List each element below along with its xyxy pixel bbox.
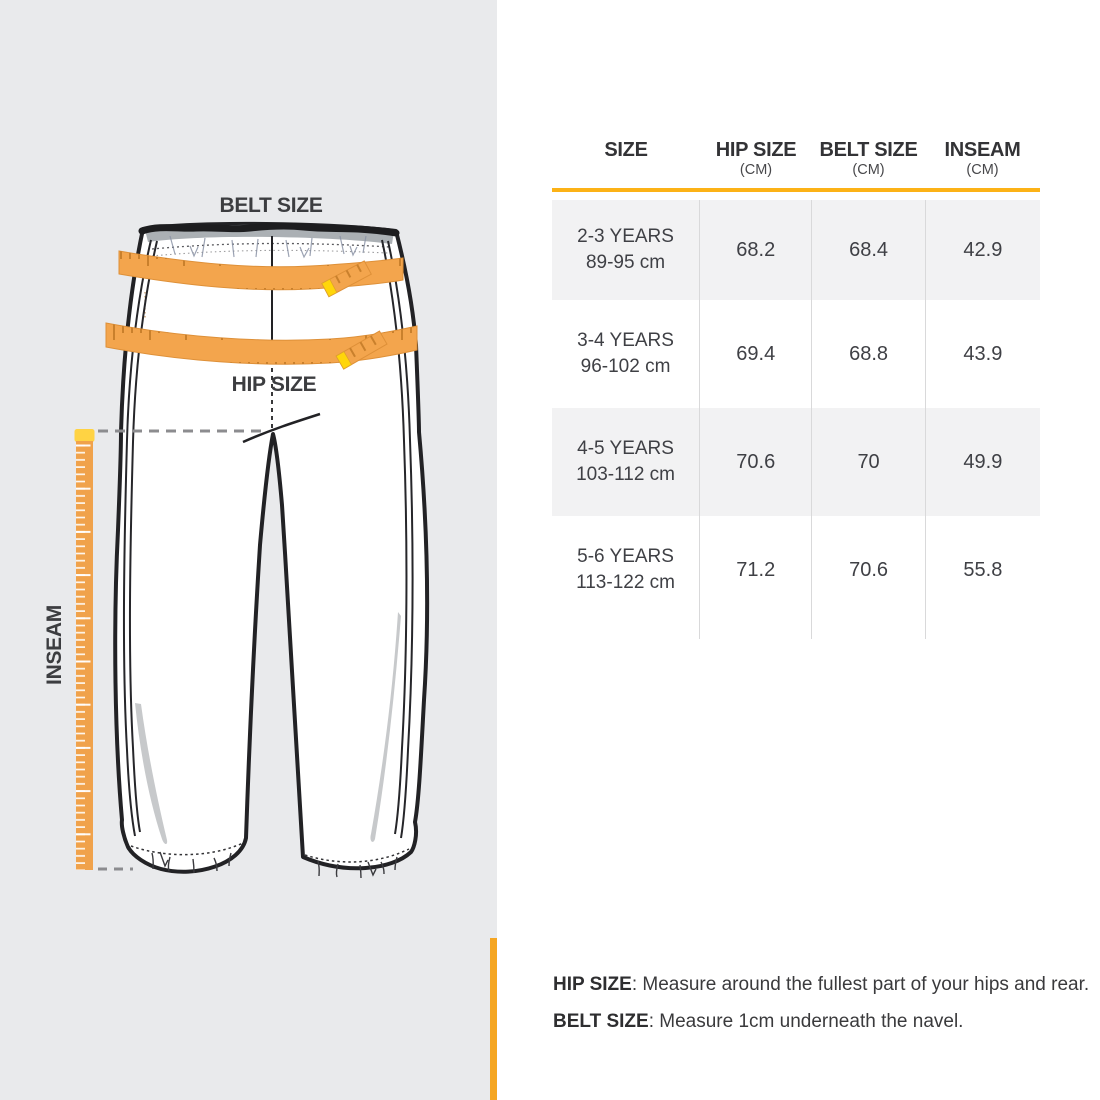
header-hip-size: HIP SIZE (CM)	[715, 139, 797, 178]
header-inseam: INSEAM (CM)	[944, 139, 1021, 178]
separator-extension	[552, 624, 1040, 639]
inseam-ruler	[75, 429, 95, 870]
hip-size-footnote: HIP SIZE: Measure around the fullest part of your hips and rear.	[553, 974, 1090, 995]
table-header-row	[552, 139, 1040, 179]
belt-size-footnote: BELT SIZE: Measure 1cm underneath the navel.	[553, 1011, 964, 1032]
footnotes	[553, 966, 1090, 1040]
table-accent-rule	[552, 188, 1040, 192]
table-row: 2-3 YEARS 89-95 cm 68.2 68.4 42.9	[552, 200, 1040, 300]
size-table	[552, 139, 1040, 639]
pants-diagram	[0, 0, 500, 1100]
belt-size-label: BELT SIZE	[219, 194, 323, 217]
table-body	[552, 200, 1040, 639]
header-size: SIZE	[604, 139, 648, 161]
header-belt-size: BELT SIZE (CM)	[819, 139, 918, 178]
hip-size-label: HIP SIZE	[231, 373, 317, 396]
pants-outline	[115, 224, 427, 878]
inseam-label: INSEAM	[43, 605, 66, 685]
illustration-panel	[0, 0, 497, 1100]
table-row: 4-5 YEARS 103-112 cm 70.6 70 49.9	[552, 408, 1040, 516]
table-row: 3-4 YEARS 96-102 cm 69.4 68.8 43.9	[552, 300, 1040, 408]
footnote-accent-bar	[490, 938, 497, 1100]
table-row: 5-6 YEARS 113-122 cm 71.2 70.6 55.8	[552, 516, 1040, 624]
